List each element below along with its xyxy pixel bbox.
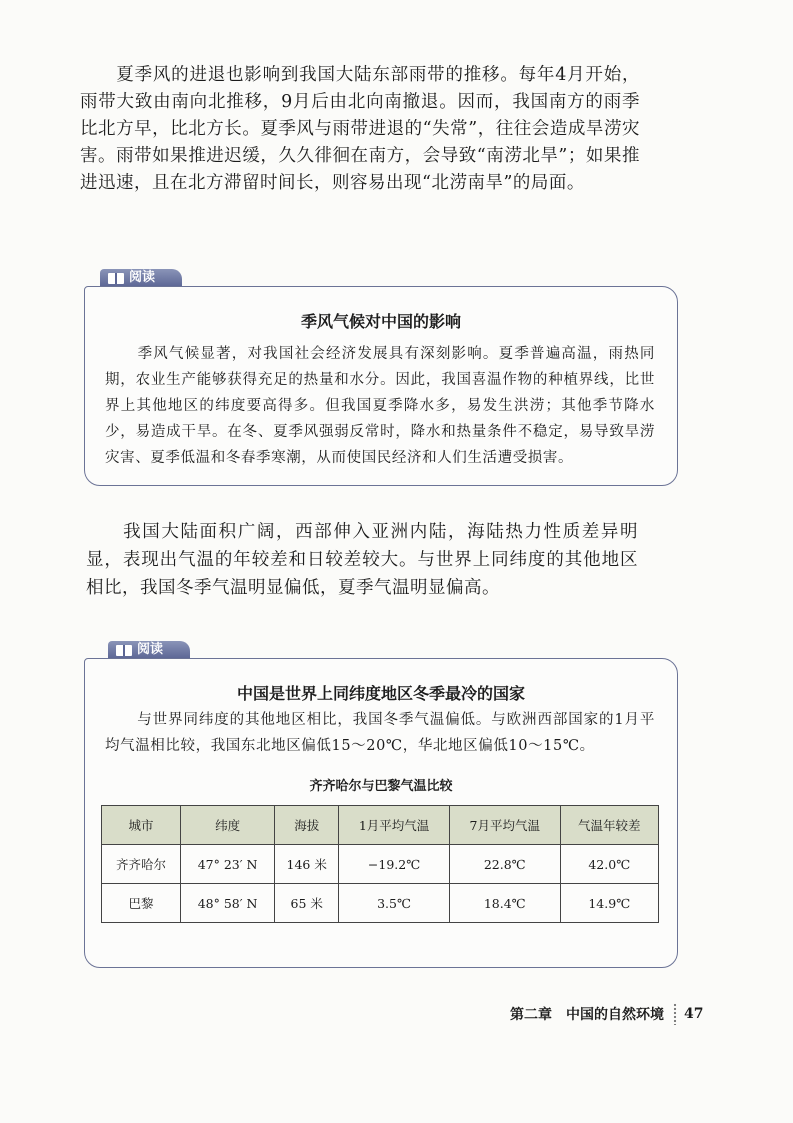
table-cell: 18.4℃: [449, 884, 560, 923]
table-header-cell: 城市: [102, 806, 181, 845]
middle-paragraph: 我国大陆面积广阔，西部伸入亚洲内陆，海陆热力性质差异明显，表现出气温的年较差和日较差较大。与世界上同纬度的其他地区相比，我国冬季气温明显偏低，夏季气温明显偏高。: [86, 522, 638, 598]
table-cell: −19.2℃: [339, 845, 450, 884]
table-header-cell: 7月平均气温: [449, 806, 560, 845]
book-icon: [108, 273, 124, 284]
table-cell: 65 米: [275, 884, 339, 923]
reading-text: 季风气候显著，对我国社会经济发展具有深刻影响。夏季普遍高温，雨热同期，农业生产能够获得充足的热量和水分。因此，我国喜温作物的种植界线，比世界上其他地区的纬度要高得多。但我国夏季降水多，易发生洪涝；其他季节降水少，易造成干旱。在冬、夏季风强弱反常时，降水和热量条件不稳定，易导致旱涝灾害、夏季低温和冬春季寒潮，从而使国民经济和人们生活遭受损害。: [105, 346, 655, 466]
reading-text: 与世界同纬度的其他地区相比，我国冬季气温偏低。与欧洲西部国家的1月平均气温相比较，我国东北地区偏低15～20℃，华北地区偏低10～15℃。: [105, 712, 655, 754]
table-header-row: [102, 806, 659, 845]
page-number: 47: [684, 1006, 704, 1022]
table-header-cell: 气温年较差: [560, 806, 658, 845]
page-footer: [510, 1003, 703, 1025]
reading-box-monsoon: [84, 286, 678, 486]
chapter-title: 第二章 中国的自然环境: [510, 1007, 664, 1023]
reading-tag: 阅读: [100, 269, 182, 287]
table-cell: 齐齐哈尔: [102, 845, 181, 884]
intro-paragraph: 夏季风的进退也影响到我国大陆东部雨带的推移。每年4月开始，雨带大致由南向北推移，9月后由北向南撤退。因而，我国南方的雨季比北方早，比北方长。夏季风与雨带进退的“失常”，往往会造成旱涝灾害。雨带如果推进迟缓，久久徘徊在南方，会导致“南涝北旱”；如果推进迅速，且在北方滞留时间长，则容易出现“北涝南旱”的局面。: [80, 65, 640, 193]
table-cell: 48° 58′ N: [181, 884, 275, 923]
table-row: [102, 845, 659, 884]
table-cell: 14.9℃: [560, 884, 658, 923]
table-cell: 3.5℃: [339, 884, 450, 923]
temperature-table: [101, 805, 659, 923]
table-cell: 42.0℃: [560, 845, 658, 884]
table-row: [102, 884, 659, 923]
reading-tag-2: 阅读: [108, 641, 190, 659]
table-cell: 47° 23′ N: [181, 845, 275, 884]
table-caption: 齐齐哈尔与巴黎气温比较: [309, 779, 453, 794]
table-cell: 22.8℃: [449, 845, 560, 884]
dotted-divider: [672, 1003, 678, 1025]
table-cell: 巴黎: [102, 884, 181, 923]
table-header-cell: 纬度: [181, 806, 275, 845]
reading-title: 季风气候对中国的影响: [300, 312, 461, 331]
table-cell: 146 米: [275, 845, 339, 884]
reading-box-cold-winter: [84, 658, 678, 968]
book-icon: [116, 645, 132, 656]
table-header-cell: 海拔: [275, 806, 339, 845]
reading-title: 中国是世界上同纬度地区冬季最冷的国家: [236, 684, 525, 703]
table-header-cell: 1月平均气温: [339, 806, 450, 845]
